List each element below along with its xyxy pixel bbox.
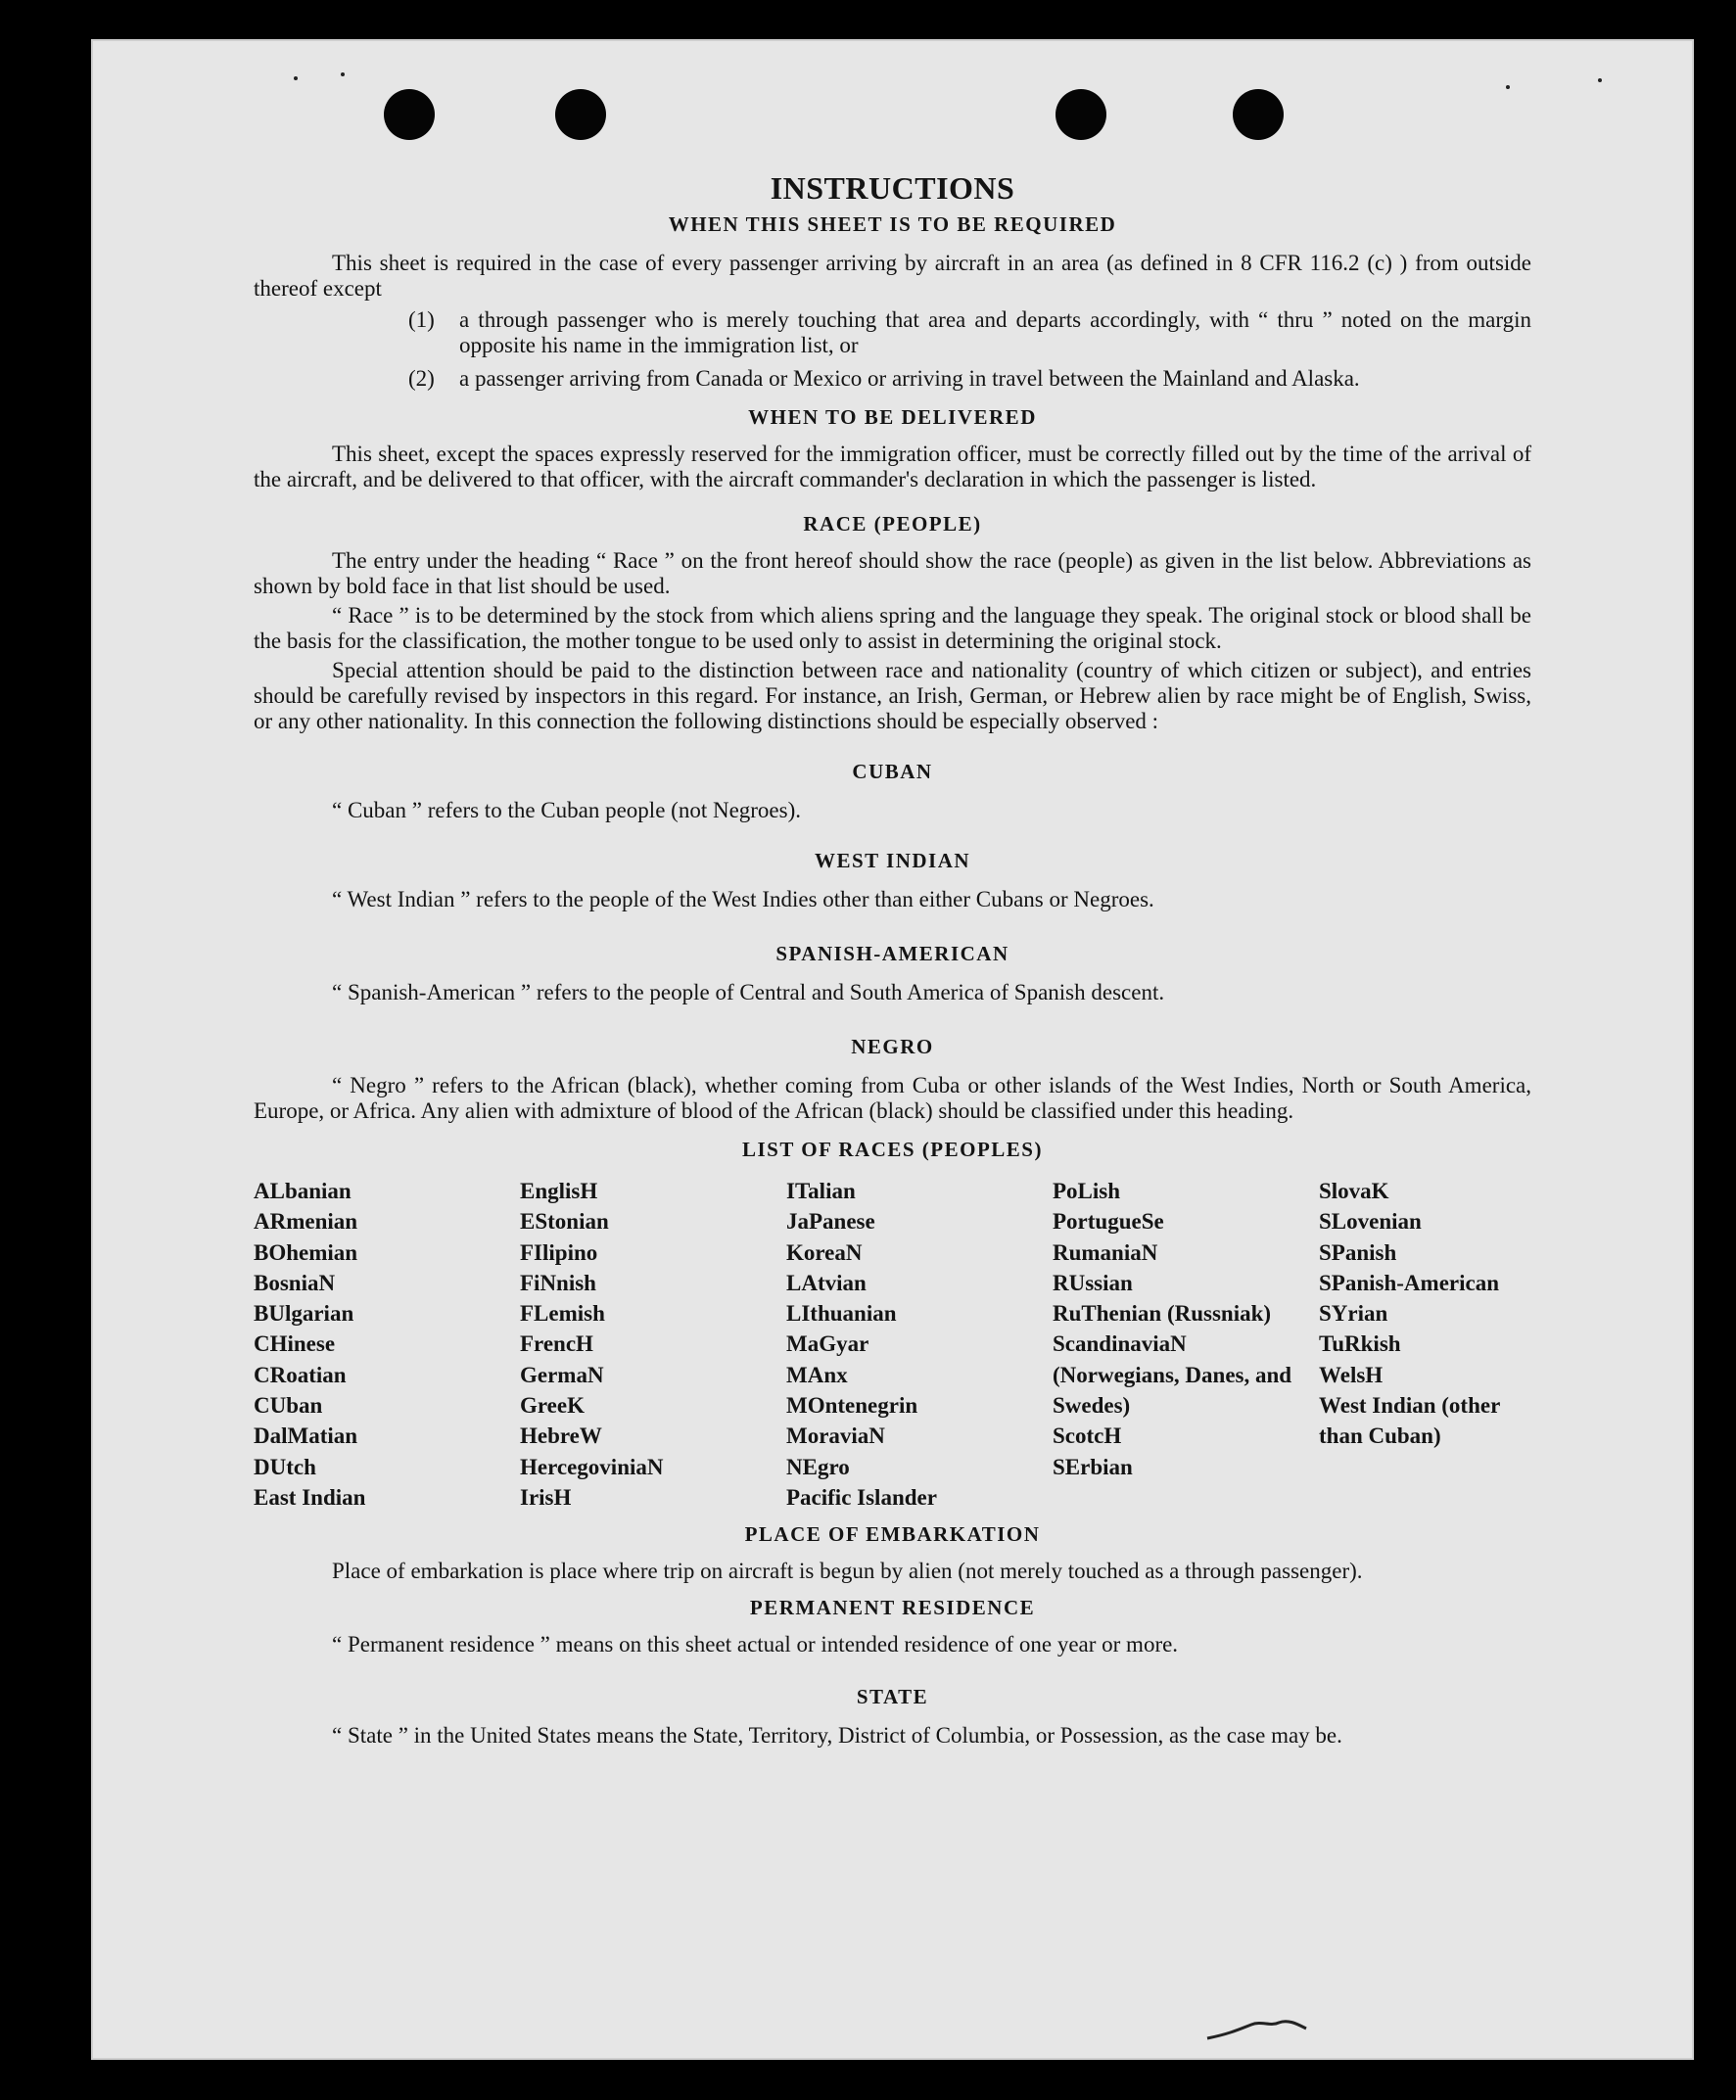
negro-text: “ Negro ” refers to the African (black), whether coming from Cuba or other islands of the West Indies, North or South America, Europe, or Africa. Any alien with admixture of blood of the African (black) should be classified under this heading. [254, 1073, 1531, 1123]
heading-spanish-american: SPANISH-AMERICAN [775, 942, 1009, 965]
punch-hole [1233, 89, 1284, 140]
race-paragraph-3: Special attention should be paid to the distinction between race and nationality (country of which citizen or subject), and entries should be carefully revised by inspectors in this regard. For instance, an Irish, German, or Hebrew alien by race might be of English, Swiss, or any other nationality. In this connection the following distinctions should be especially observed : [254, 658, 1531, 733]
race-entry: LAtvian [786, 1270, 867, 1295]
race-entry: MaGyar [786, 1331, 869, 1357]
race-entry: SErbian [1053, 1454, 1133, 1479]
race-entry: FrencH [520, 1331, 593, 1357]
heading-list-of-races: LIST OF RACES (PEOPLES) [742, 1138, 1043, 1161]
races-column-1 [254, 1176, 520, 1513]
race-entry: MoraviaN [786, 1423, 885, 1449]
race-entry: ARmenian [254, 1209, 358, 1235]
punch-hole [555, 89, 606, 140]
instructions-content [254, 170, 1531, 1749]
race-entry: DalMatian [254, 1423, 358, 1449]
race-entry: CUban [254, 1393, 323, 1419]
race-entry: MAnx [786, 1362, 848, 1387]
race-entry: HercegoviniaN [520, 1454, 664, 1479]
punch-hole [384, 89, 435, 140]
race-entry: ScandinaviaN (Norwegians, Danes, and Swedes) [1053, 1331, 1292, 1419]
residence-text: “ Permanent residence ” means on this sheet actual or intended residence of one year or more. [332, 1632, 1179, 1657]
heading-permanent-residence: PERMANENT RESIDENCE [749, 1596, 1036, 1620]
heading-when-required: WHEN THIS SHEET IS TO BE REQUIRED [668, 212, 1117, 236]
race-entry: SPanish-American [1319, 1270, 1499, 1295]
race-entry: CHinese [254, 1331, 336, 1357]
race-entry: RuThenian (Russniak) [1053, 1301, 1272, 1327]
races-column-2 [520, 1176, 786, 1513]
heading-when-delivered: WHEN TO BE DELIVERED [748, 405, 1037, 429]
race-entry: CRoatian [254, 1362, 347, 1387]
race-entry: BosniaN [254, 1270, 336, 1295]
race-entry: TuRkish [1319, 1331, 1401, 1357]
heading-west-indian: WEST INDIAN [814, 849, 971, 872]
heading-cuban: CUBAN [852, 760, 933, 783]
item-number: (2) [408, 366, 435, 391]
race-entry: West Indian (other than Cuban) [1319, 1393, 1500, 1449]
races-column-3 [786, 1176, 1053, 1513]
required-item-2 [254, 366, 1531, 392]
race-entry: SLovenian [1319, 1209, 1422, 1235]
race-entry: SPanish [1319, 1239, 1397, 1265]
race-entry: RUssian [1053, 1270, 1133, 1295]
pen-mark [1202, 2015, 1310, 2044]
race-entry: SYrian [1319, 1301, 1388, 1327]
cuban-text: “ Cuban ” refers to the Cuban people (not Negroes). [332, 798, 802, 822]
west-indian-text: “ West Indian ” refers to the people of the West Indies other than either Cubans or Negroes. [332, 887, 1154, 911]
race-entry: MOntenegrin [786, 1393, 918, 1419]
race-entry: DUtch [254, 1454, 316, 1479]
race-entry: JaPanese [786, 1209, 875, 1235]
item-text: a through passenger who is merely touching that area and departs accordingly, with “ thru ” noted on the margin opposite his name in the immigration list, or [459, 307, 1531, 357]
race-paragraph-2: “ Race ” is to be determined by the stock from which aliens spring and the language they speak. The original stock or blood shall be the basis for the classification, the mother tongue to be used only to assist in determining the original stock. [254, 603, 1531, 653]
race-entry: FIlipino [520, 1239, 598, 1265]
speck [1506, 85, 1510, 89]
race-entry: EnglisH [520, 1179, 598, 1203]
race-entry: FLemish [520, 1301, 605, 1327]
race-entry: BOhemian [254, 1239, 358, 1265]
race-entry: ScotcH [1053, 1423, 1122, 1449]
heading-state: STATE [856, 1685, 929, 1709]
race-entry: PortugueSe [1053, 1209, 1164, 1235]
speck [341, 72, 345, 76]
heading-negro: NEGRO [851, 1035, 934, 1058]
race-entry: GermaN [520, 1362, 604, 1387]
speck [294, 76, 298, 80]
races-column-4 [1053, 1176, 1319, 1513]
race-entry: WelsH [1319, 1362, 1384, 1387]
race-entry: HebreW [520, 1423, 602, 1449]
speck [1598, 78, 1602, 82]
punch-hole [1056, 89, 1106, 140]
delivered-text: This sheet, except the spaces expressly reserved for the immigration officer, must be correctly filled out by the time of the arrival of the aircraft, and be delivered to that officer, with the aircraft commander's declaration in which the passenger is listed. [254, 442, 1531, 491]
spanish-american-text: “ Spanish-American ” refers to the people of Central and South America of Spanish descent. [332, 980, 1165, 1004]
race-entry: ITalian [786, 1179, 856, 1203]
item-text: a passenger arriving from Canada or Mexico or arriving in travel between the Mainland and Alaska. [459, 366, 1360, 391]
race-entry: GreeK [520, 1393, 585, 1419]
heading-place-of-embarkation: PLACE OF EMBARKATION [744, 1522, 1041, 1547]
race-entry: Pacific Islander [786, 1484, 937, 1510]
race-entry: KoreaN [786, 1239, 863, 1265]
embarkation-text: Place of embarkation is place where trip on aircraft is begun by alien (not merely touched as a through passenger). [332, 1559, 1363, 1584]
document-sheet [91, 39, 1694, 2060]
race-entry: IrisH [520, 1484, 572, 1510]
race-entry: FiNnish [520, 1270, 596, 1295]
item-number: (1) [408, 307, 435, 332]
race-entry: LIthuanian [786, 1301, 897, 1327]
race-entry: PoLish [1053, 1179, 1121, 1203]
race-entry: East Indian [254, 1484, 366, 1510]
races-list [254, 1176, 1531, 1513]
race-entry: EStonian [520, 1209, 609, 1235]
race-entry: ALbanian [254, 1179, 352, 1203]
race-entry: NEgro [786, 1454, 850, 1479]
required-item-1 [254, 307, 1531, 358]
race-paragraph-1: The entry under the heading “ Race ” on the front hereof should show the race (people) as given in the list below. Abbreviations as shown by bold face in that list should be used. [254, 548, 1531, 598]
race-entry: SlovaK [1319, 1179, 1389, 1203]
race-entry: BUlgarian [254, 1301, 354, 1327]
page-title: INSTRUCTIONS [770, 170, 1015, 206]
heading-race: RACE (PEOPLE) [803, 512, 982, 536]
race-entry: RumaniaN [1053, 1239, 1158, 1265]
races-column-5 [1319, 1176, 1531, 1513]
state-text: “ State ” in the United States means the State, Territory, District of Columbia, or Possession, as the case may be. [332, 1723, 1342, 1749]
required-intro: This sheet is required in the case of every passenger arriving by aircraft in an area (as defined in 8 CFR 116.2 (c) ) from outside thereof except [254, 251, 1531, 301]
